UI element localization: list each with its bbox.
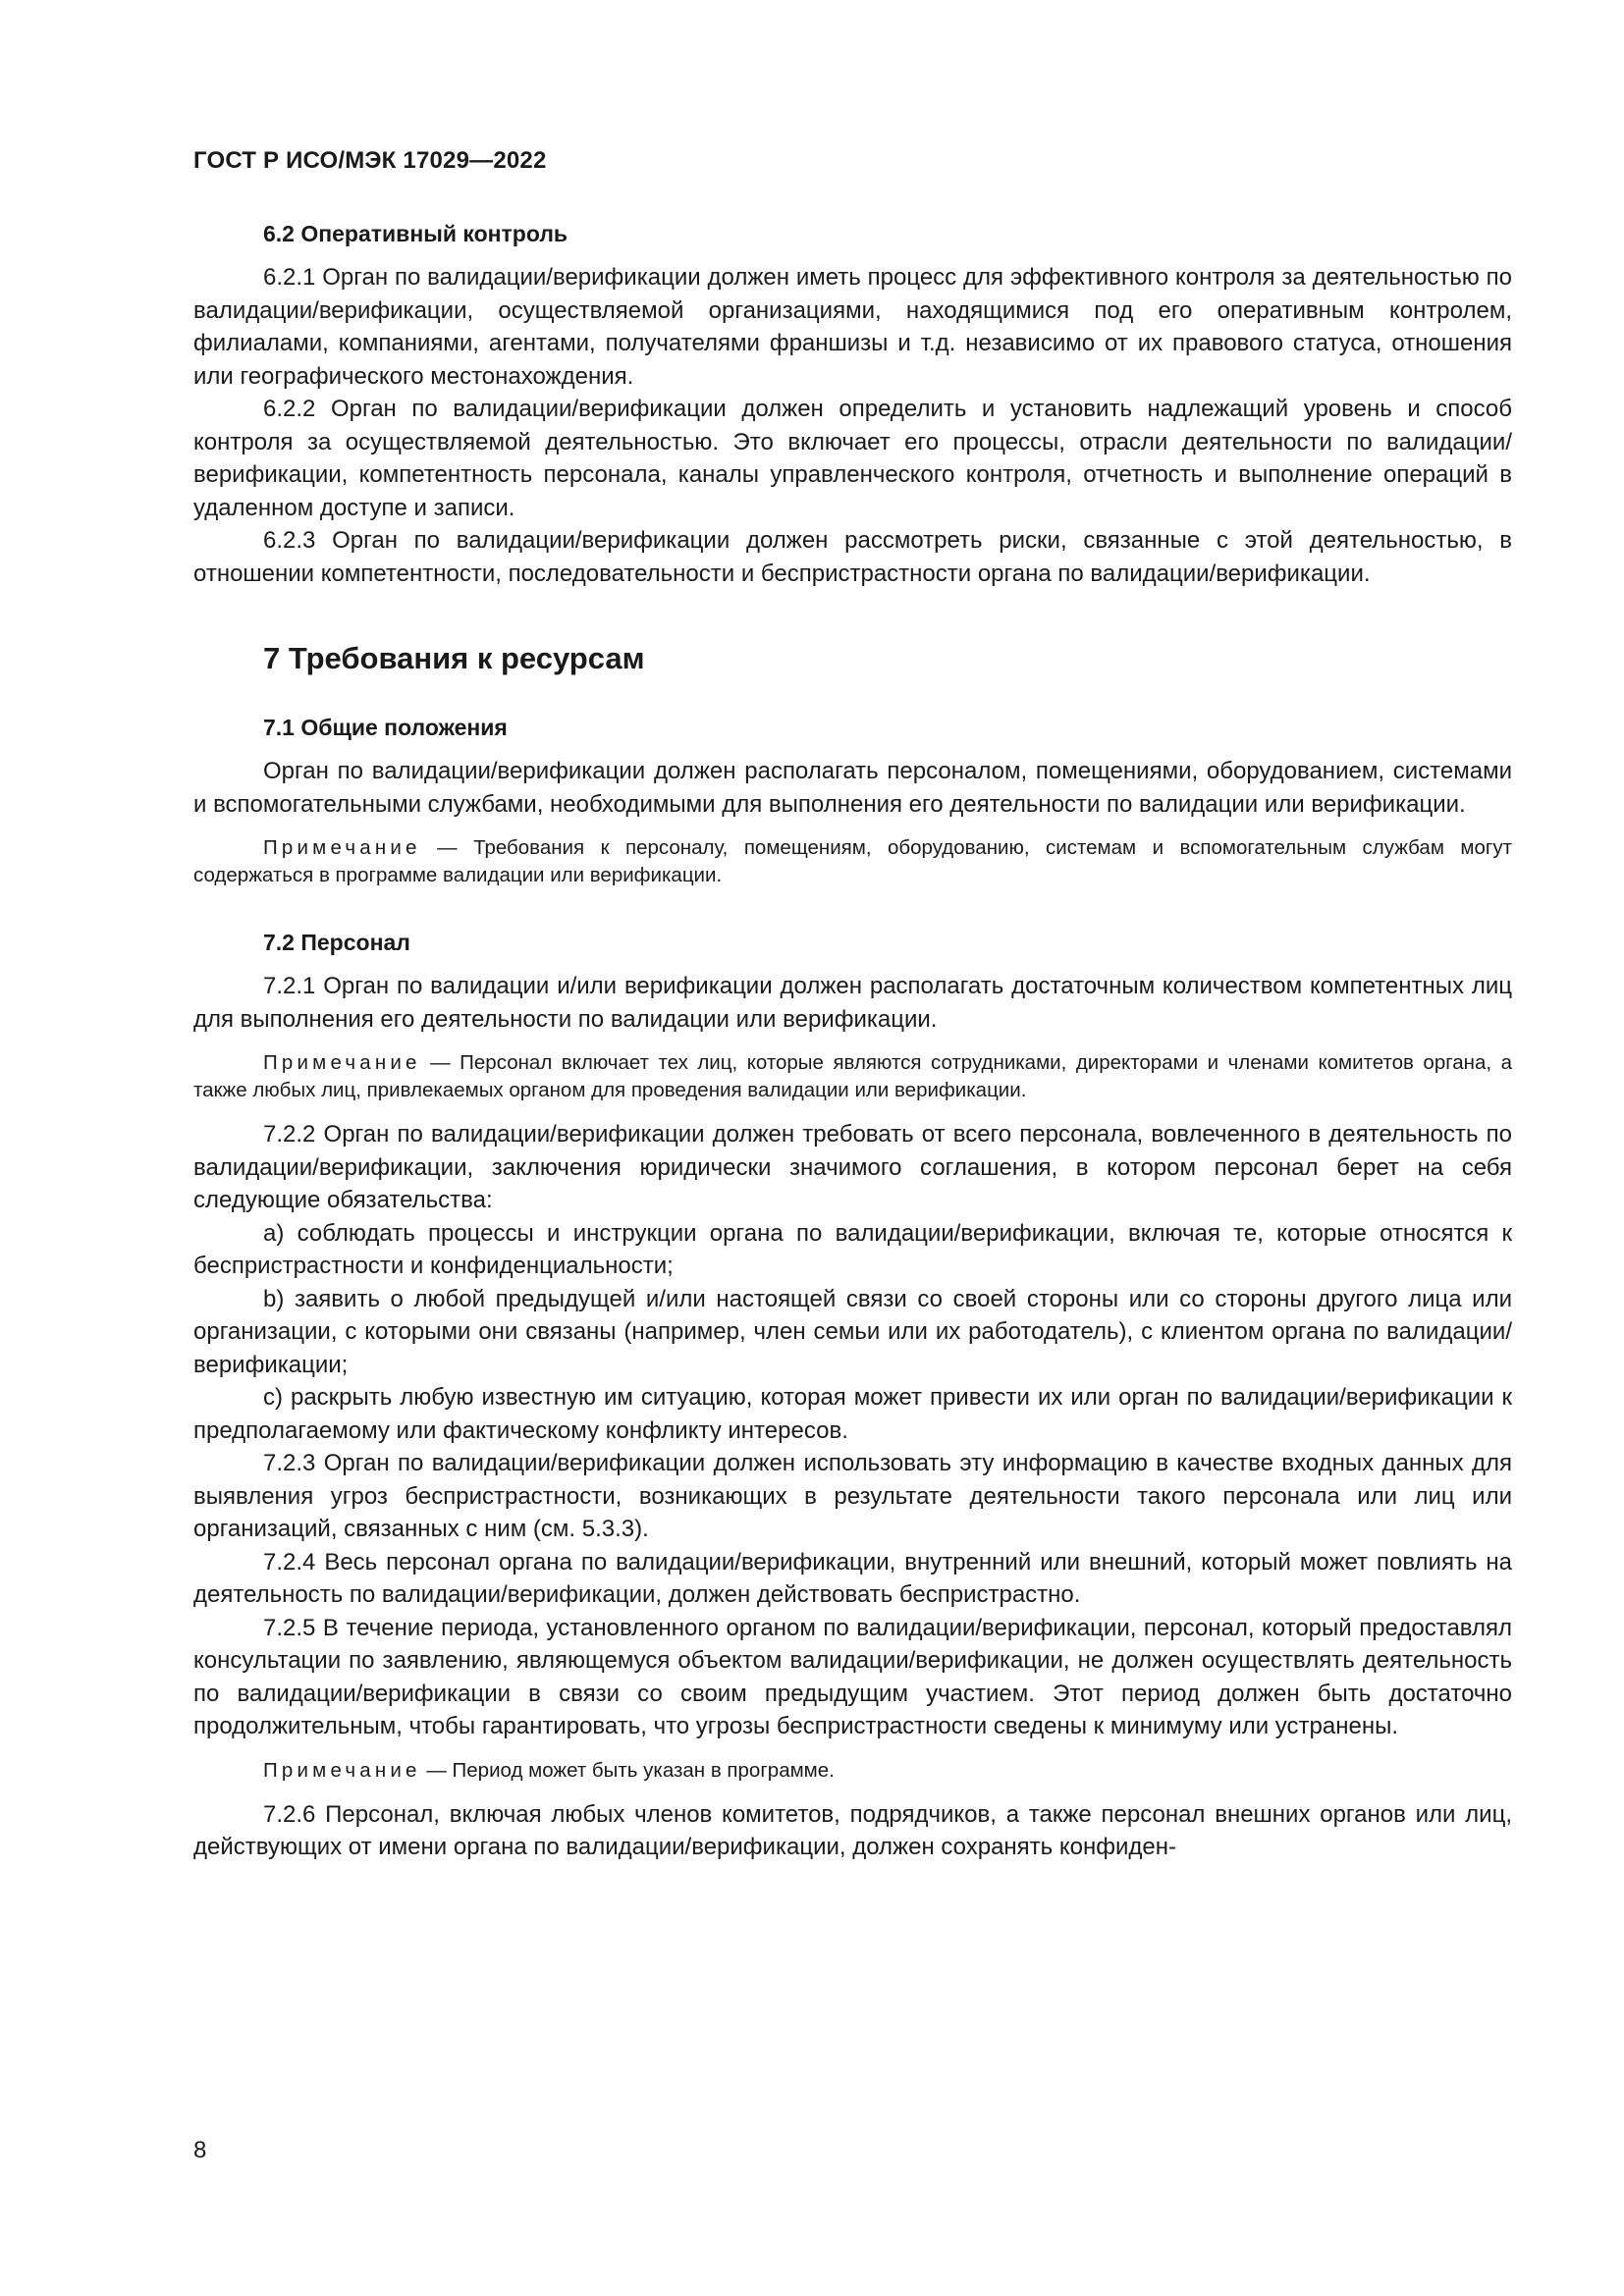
paragraph-6-2-2: 6.2.2 Орган по валидации/верификации должен определить и установить надлежащий уровень и способ контроля за осуществляемой деятельностью. Это включает его процессы, отрасли деятельности по валидации/верификации, компетентность персонала, каналы управленческого контроля, отчетность и выполнение операций в удаленном доступе и записи. [193, 396, 1512, 521]
paragraph-7-2-1: 7.2.1 Орган по валидации и/или верификации должен располагать достаточным количеством компетентных лиц для выполнения его деятельности по валидации или верификации. [193, 973, 1512, 1033]
section-7-title: 7 Требования к ресурсам [263, 641, 645, 675]
section-6-2-title: 6.2 Оперативный контроль [263, 221, 568, 246]
list-item-c: c) раскрыть любую известную им ситуацию, которая может привести их или орган по валидации/верификации к предполагаемому или фактическому конфликту интересов. [193, 1384, 1512, 1444]
document-header: ГОСТ Р ИСО/МЭК 17029—2022 [193, 147, 547, 174]
paragraph-6-2-1: 6.2.1 Орган по валидации/верификации должен иметь процесс для эффективного контроля за деятельностью по валидации/верификации, осуществляемой организациями, находящимися под его оперативным контролем, филиалами, компаниями, агентами, получателями франшизы и т.д. независимо от их правового статуса, отношения или географического местонахождения. [193, 264, 1512, 390]
note-7-2-5 [193, 1757, 1512, 1785]
paragraph-7-2-5: 7.2.5 В течение периода, установленного органом по валидации/верификации, персонал, который предоставлял консультации по заявлению, являющемуся объектом валидации/верификации, не должен осуществлять деятельность по валидации/верификации в связи со своим предыдущим участием. Этот период должен быть достаточно продолжительным, чтобы гарантировать, что угрозы беспристрастности сведены к минимуму или устранены. [193, 1614, 1512, 1739]
note-text: — Требования к персоналу, помещениям, оборудованию, системам и вспомогательным службам могут содержаться в программе валидации или верификации. [193, 836, 1512, 886]
note-text: — Персонал включает тех лиц, которые являются сотрудниками, директорами и членами комитетов органа, а также любых лиц, привлекаемых органом для проведения валидации или верификации. [193, 1051, 1512, 1101]
paragraph-7-2-6: 7.2.6 Персонал, включая любых членов комитетов, подрядчиков, а также персонал внешних органов или лиц, действующих от имени органа по валидации/верификации, должен сохранять конфиден- [193, 1800, 1512, 1860]
paragraph-6-2-3: 6.2.3 Орган по валидации/верификации должен рассмотреть риски, связанные с этой деятельностью, в отношении компетентности, последовательности и беспристрастности органа по валидации/верификации. [193, 527, 1512, 587]
note-label: Примечание [263, 1758, 421, 1782]
note-7-2-1 [193, 1049, 1512, 1104]
page-number: 8 [193, 2137, 207, 2163]
page-content [193, 218, 1512, 1864]
note-7-1 [193, 834, 1512, 889]
list-item-b: b) заявить о любой предыдущей и/или настоящей связи со своей стороны или со стороны другого лица или организации, с которыми они связаны (например, член семьи или их работодатель), с клиентом органа по валидации/верификации; [193, 1285, 1512, 1378]
paragraph-7-1: Орган по валидации/верификации должен располагать персоналом, помещениями, оборудованием, системами и вспомогательными службами, необходимыми для выполнения его деятельности по валидации или верификации. [193, 758, 1512, 818]
paragraph-7-2-4: 7.2.4 Весь персонал органа по валидации/верификации, внутренний или внешний, который может повлиять на деятельность по валидации/верификации, должен действовать беспристрастно. [193, 1548, 1512, 1608]
paragraph-7-2-2: 7.2.2 Орган по валидации/верификации должен требовать от всего персонала, вовлеченного в деятельность по валидации/верификации, заключения юридически значимого соглашения, в котором персонал берет на себя следующие обязательства: [193, 1121, 1512, 1213]
note-label: Примечание [263, 836, 421, 859]
note-text: — Период может быть указан в программе. [420, 1758, 835, 1782]
paragraph-7-2-3: 7.2.3 Орган по валидации/верификации должен использовать эту информацию в качестве входных данных для выявления угроз беспристрастности, возникающих в результате деятельности такого персонала или лиц или организаций, связанных с ним (см. 5.3.3). [193, 1450, 1512, 1542]
note-label: Примечание [263, 1051, 421, 1074]
section-7-1-title: 7.1 Общие положения [263, 715, 508, 740]
section-7-2-title: 7.2 Персонал [263, 930, 410, 955]
list-item-a: a) соблюдать процессы и инструкции органа по валидации/верификации, включая те, которые относятся к беспристрастности и конфиденциальности; [193, 1219, 1512, 1279]
